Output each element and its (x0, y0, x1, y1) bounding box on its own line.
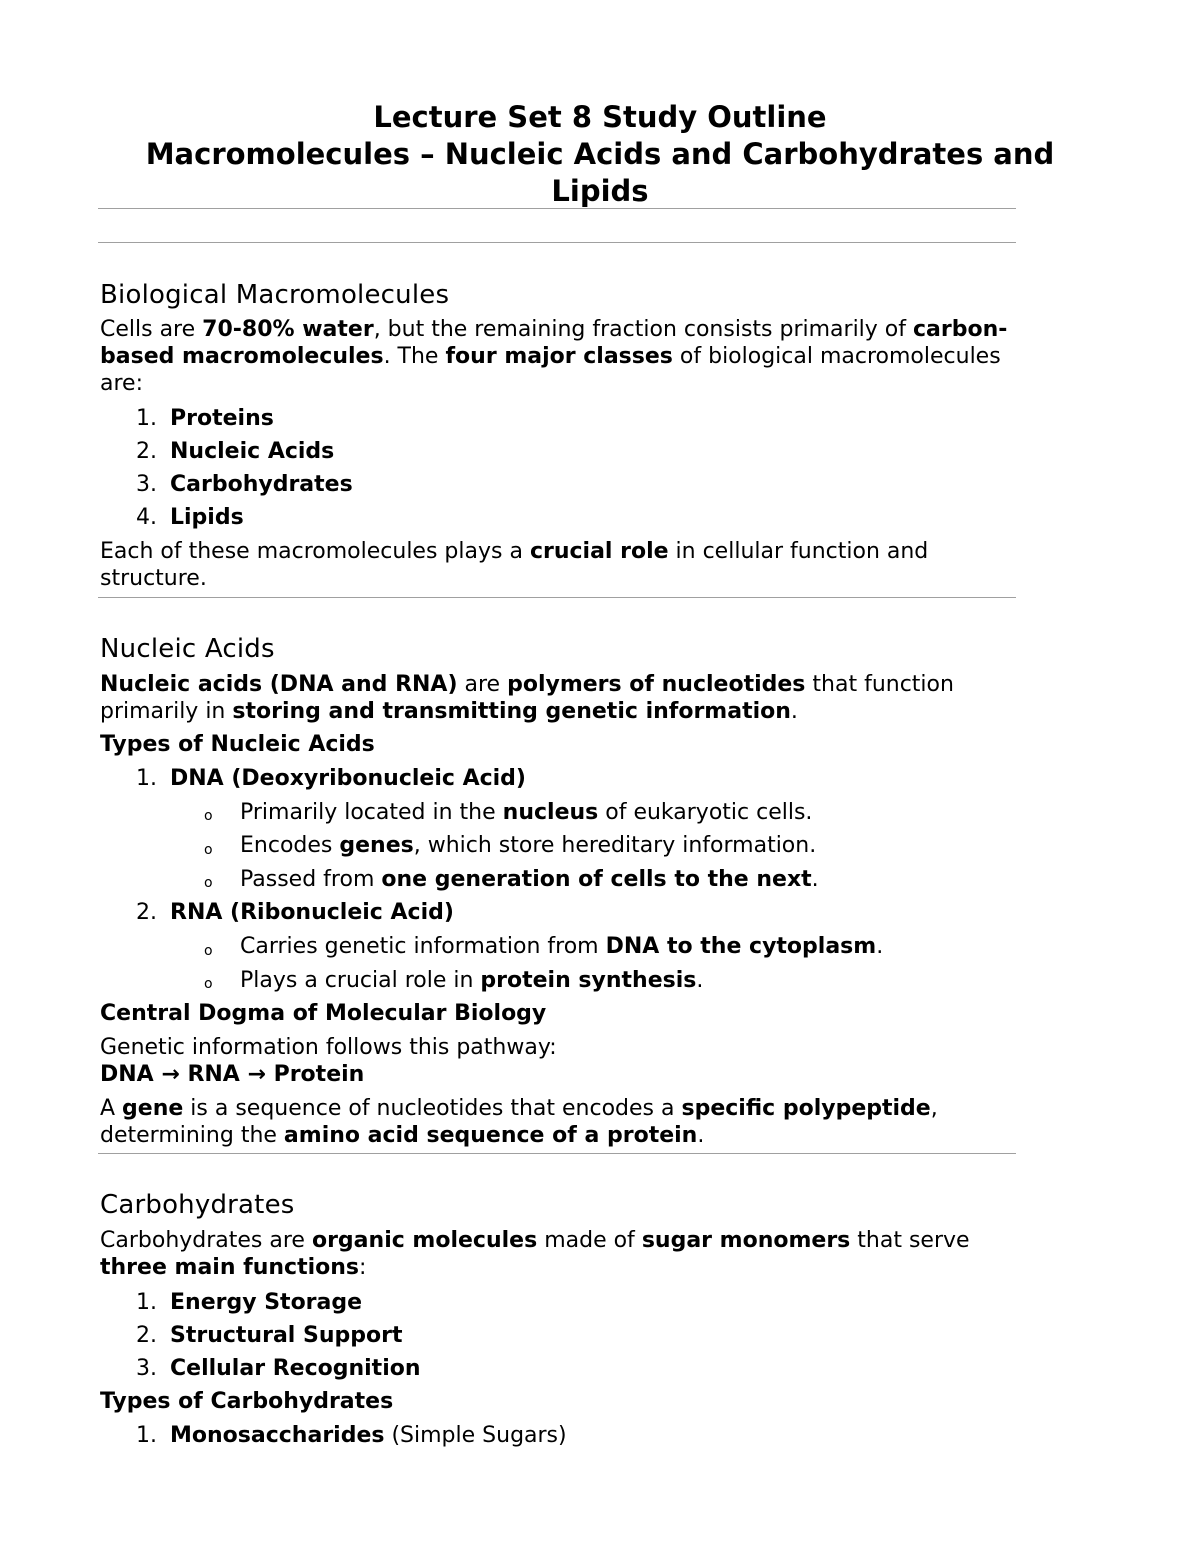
carbs-intro-paragraph: Carbohydrates are organic molecules made of sugar monomers that serve three main functions: (100, 1228, 970, 1280)
subheading-types-of-carbohydrates: Types of Carbohydrates (100, 1389, 394, 1414)
gene-definition-paragraph: A gene is a sequence of nucleotides that encodes a specific polypeptide, determining the amino acid sequence of a protein. (100, 1096, 938, 1148)
list-item-rna: RNA (Ribonucleic Acid) (170, 900, 454, 925)
subheading-types-of-nucleic-acids: Types of Nucleic Acids (100, 732, 375, 757)
circle-bullet-icon: o (204, 808, 213, 824)
bio-intro-paragraph: Cells are 70-80% water, but the remaining fraction consists primarily of carbon- based macromolecules. The four major classes of biological macromolecules are: (100, 317, 1008, 396)
section-heading-carbohydrates: Carbohydrates (100, 1190, 295, 1220)
divider (98, 242, 1016, 243)
subheading-central-dogma: Central Dogma of Molecular Biology (100, 1001, 547, 1026)
title-line-2: Macromolecules – Nucleic Acids and Carbohydrates and (145, 137, 1055, 171)
circle-bullet-icon: o (204, 976, 213, 992)
divider (98, 1153, 1016, 1154)
bio-closing-paragraph: Each of these macromolecules plays a crucial role in cellular function and structure. (100, 539, 929, 591)
list-item-monosaccharides: Monosaccharides (Simple Sugars) (170, 1423, 567, 1448)
list-item: Proteins (170, 406, 274, 431)
list-item: Cellular Recognition (170, 1356, 421, 1381)
dogma-pathway: DNA → RNA → Protein (100, 1062, 365, 1087)
circle-bullet-icon: o (204, 842, 213, 858)
divider (98, 597, 1016, 598)
dogma-text: Genetic information follows this pathway: (100, 1035, 557, 1060)
list-item-dna: DNA (Deoxyribonucleic Acid) (170, 766, 526, 791)
nucleic-intro-paragraph: Nucleic acids (DNA and RNA) are polymers of nucleotides that function primarily in storing and transmitting genetic information. (100, 672, 954, 724)
dna-point-2: Encodes genes, which store hereditary information. (240, 833, 817, 858)
title-line-1: Lecture Set 8 Study Outline (373, 100, 827, 134)
section-heading-nucleic-acids: Nucleic Acids (100, 634, 275, 664)
rna-point-1: Carries genetic information from DNA to the cytoplasm. (240, 934, 884, 959)
dna-point-1: Primarily located in the nucleus of eukaryotic cells. (240, 800, 813, 825)
divider (98, 208, 1016, 209)
list-item: Structural Support (170, 1323, 403, 1348)
list-item: Nucleic Acids (170, 439, 335, 464)
circle-bullet-icon: o (204, 943, 213, 959)
list-item: Carbohydrates (170, 472, 353, 497)
title-line-3: Lipids (551, 174, 649, 208)
document-page: Lecture Set 8 Study Outline Macromolecules – Nucleic Acids and Carbohydrates and Lipids Biological Macromolecules Cells are 70-80% water, but the remaining fraction consists primarily of carbon- based macromolecules. The four major classes of biological macromolecules are: 1. Proteins 2. Nucleic Acids 3. Carbohydrates 4. Lipids Each of these macromolecules plays a crucial role in cellular function and structure. Nucleic Acids Nucleic acids (DNA and RNA) are polymers of nucleotides that function primarily in storing and transmitting genetic information. Types of Nucleic Acids 1. DNA (Deoxyribonucleic Acid) o Primarily located in the nucleus of eukaryotic cells. o Encodes genes, which store hereditary information. o Passed from one generation of cells to the next. 2. RNA (Ribonucleic Acid) o Carries genetic information from DNA to the cytoplasm. o Plays a crucial role in protein synthesis. Central Dogma of Molecular Biology Genetic information follows this pathway: DNA → RNA → Protein A gene is a sequence of nucleotides that encodes a specific polypeptide, determining the amino acid sequence of a protein. Carbohydrates Carbohydrates are organic molecules made of sugar monomers that serve three main functions: 1. Energy Storage 2. Structural Support 3. Cellular Recognition Types of Carbohydrates 1. Monosaccharides (Simple Sugars) (0, 0, 1200, 1553)
list-item: Energy Storage (170, 1290, 363, 1315)
section-heading-biological-macromolecules: Biological Macromolecules (100, 280, 450, 310)
document-title (100, 99, 1100, 210)
rna-point-2: Plays a crucial role in protein synthesis. (240, 968, 704, 993)
circle-bullet-icon: o (204, 875, 213, 891)
dna-point-3: Passed from one generation of cells to the next. (240, 867, 819, 892)
list-item: Lipids (170, 505, 244, 530)
